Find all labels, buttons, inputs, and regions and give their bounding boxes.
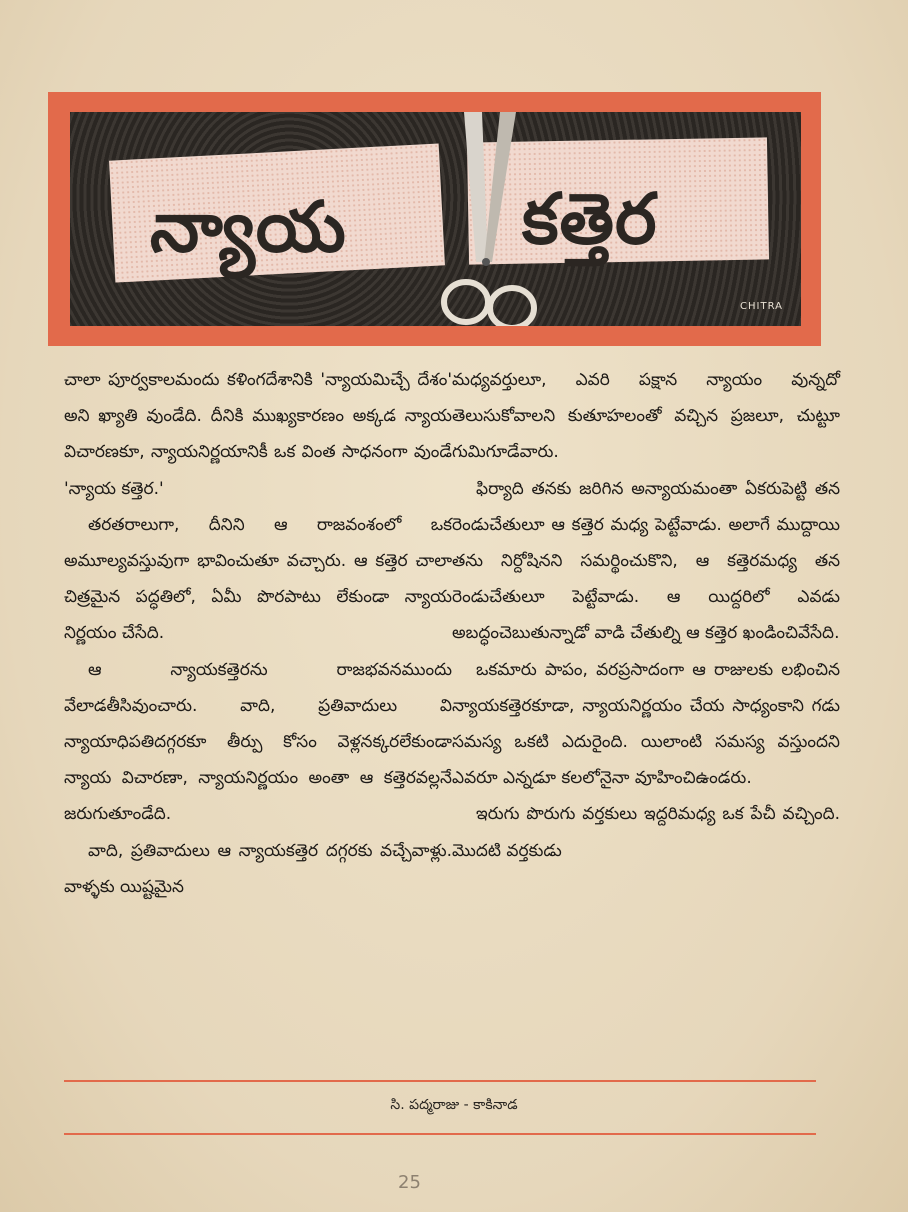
artist-signature: CHITRA <box>740 301 783 312</box>
paragraph: మధ్యవర్తులూ, ఎవరి పక్షాన న్యాయం వున్నదో తెలుసుకోవాలని కుతూహలంతో వచ్చిన ప్రజలూ, చుట్టూ గుమిగూడేవారు. <box>452 370 840 463</box>
right-text-column <box>452 362 840 869</box>
paragraph: వాది, ప్రతివాదులు ఆ న్యాయకత్తెర దగ్గరకు వచ్చేవాళ్లు. వాళ్ళకు యిష్టమైన <box>64 840 452 897</box>
paragraph: తరతరాలుగా, దీనిని ఆ రాజవంశంలో ఒక అమూల్యవస్తువుగా భావించుతూ వచ్చారు. ఆ కత్తెర చాలా చిత్రమైన పద్ధతిలో, ఏమీ పొరపాటు లేకుండా న్యాయ నిర్ణయం చేసేది. <box>64 514 452 644</box>
banner-title-right: కత్తెర <box>522 178 658 260</box>
banner-art-panel <box>70 112 801 326</box>
divider-top <box>64 1080 816 1082</box>
paragraph: ఆ న్యాయకత్తెరను రాజభవనముందు వేలాడతీసివుంచారు. వాది, ప్రతివాదులు వి న్యాయాధిపతిదగ్గరకూ తీర్పు కోసం వెళ్లనక్కరలేకుండా న్యాయ విచారణా, న్యాయనిర్ణయం అంతా ఆ కత్తెరవల్లనే జరుగుతూండేది. <box>64 659 452 825</box>
paragraph: చాలా పూర్వకాలమందు కళింగదేశానికి 'న్యాయమిచ్చే దేశం' అని ఖ్యాతి వుండేది. దీనికి ముఖ్యకారణం అక్కడ న్యాయ విచారణకూ, న్యాయనిర్ణయానికీ ఒక వింత సాధనంగా వుండే 'న్యాయ కత్తెర.' <box>64 370 452 499</box>
divider-bottom <box>64 1133 816 1135</box>
banner-title-left: న్యాయ <box>150 186 347 268</box>
paragraph: ఒకమారు పాపం, వరప్రసాదంగా ఆ రాజులకు లభించిన న్యాయకత్తెరకూడా, న్యాయనిర్ణయం చేయ సాధ్యంకాని గడు సమస్య ఒకటి ఎదురైంది. యిలాంటి సమస్య వస్తుందని ఎవరూ ఎన్నడూ కలలోనైనా వూహించిఉండరు. <box>452 659 840 789</box>
paragraph: ఫిర్యాది తనకు జరిగిన అన్యాయమంతా ఏకరుపెట్టి తన రెండుచేతులూ ఆ కత్తెర మధ్య పెట్టేవాడు. అలాగే ముద్దాయి తను నిర్దోషినని సమర్థించుకొని, ఆ కత్తెరమధ్య తన రెండుచేతులూ పెట్టేవాడు. ఆ యిద్దరిలో ఎవడు అబద్ధంచెబుతున్నాడో వాడి చేతుల్ని ఆ కత్తెర ఖండించివేసేది. <box>452 478 840 644</box>
page-number: 25 <box>398 1172 421 1193</box>
title-banner <box>48 92 821 346</box>
paragraph: ఇరుగు పొరుగు వర్తకులు ఇద్దరిమధ్య ఒక పేచీ వచ్చింది. మొదటి వర్తకుడు <box>452 804 840 861</box>
left-text-column <box>64 362 452 905</box>
byline: సి. పద్మరాజు - కాకినాడ <box>390 1097 518 1113</box>
